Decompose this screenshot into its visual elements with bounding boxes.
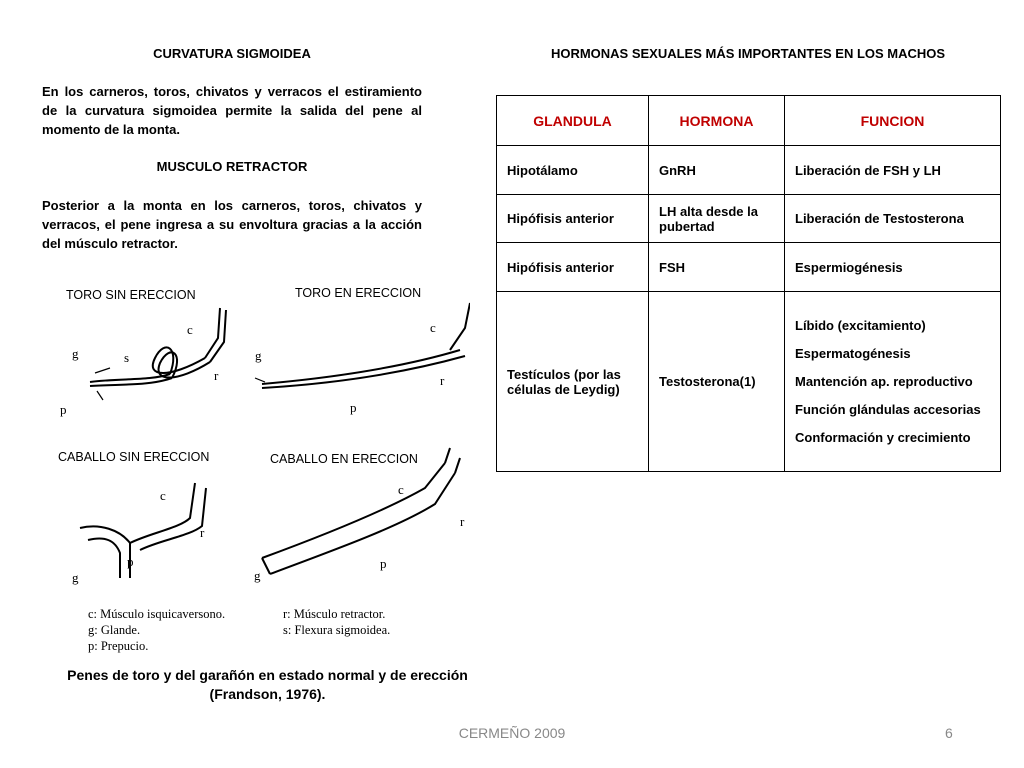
cell-gland: Hipófisis anterior — [497, 243, 649, 292]
label-s: s — [124, 350, 130, 365]
label-g: g — [72, 570, 79, 585]
label-p: p — [350, 400, 357, 415]
legend-left — [88, 606, 225, 654]
panel-title-toro-en-ereccion: TORO EN ERECCION — [295, 286, 422, 300]
penis-anatomy-figure — [40, 278, 470, 653]
header-funcion: FUNCION — [785, 96, 1001, 146]
label-c: c — [398, 482, 404, 497]
caption-line: Penes de toro y del garañón en estado normal y de erección — [67, 667, 468, 683]
cell-function: Liberación de Testosterona — [785, 195, 1001, 243]
header-hormona: HORMONA — [649, 96, 785, 146]
label-p: p — [60, 402, 67, 417]
label-c: c — [430, 320, 436, 335]
footer-author: CERMEÑO 2009 — [458, 725, 566, 741]
page-number: 6 — [945, 725, 953, 741]
section-text-curvatura: En los carneros, toros, chivatos y verracos el estiramiento de la curvatura sigmoidea permite la salida del pene al momento de la monta. — [42, 84, 422, 137]
panel-title-caballo-sin-ereccion: CABALLO SIN ERECCION — [58, 450, 210, 464]
table-row — [497, 195, 1001, 243]
label-r: r — [440, 373, 445, 388]
label-p: p — [380, 556, 387, 571]
cell-gland: Hipófisis anterior — [497, 195, 649, 243]
table-row — [497, 146, 1001, 195]
cell-hormone: FSH — [649, 243, 785, 292]
legend-item: s: Flexura sigmoidea. — [283, 623, 391, 637]
table-header-row — [497, 96, 1001, 146]
label-r: r — [200, 525, 205, 540]
table-title: HORMONAS SEXUALES MÁS IMPORTANTES EN LOS MACHOS — [550, 46, 946, 61]
caption-line: (Frandson, 1976). — [209, 686, 326, 702]
caballo-erect-penis — [262, 463, 445, 558]
cell-hormone: GnRH — [649, 146, 785, 195]
cell-hormone: Testosterona(1) — [649, 292, 785, 472]
section-text-musculo: Posterior a la monta en los carneros, toros, chivatos y verracos, el pene ingresa a su envoltura gracias a la acción del músculo retractor. — [42, 198, 422, 251]
legend-item: p: Prepucio. — [88, 639, 149, 653]
label-r: r — [214, 368, 219, 383]
figure-caption — [60, 666, 475, 704]
hormone-table — [496, 95, 1001, 472]
label-p: p — [127, 554, 134, 569]
cell-function: Liberación de FSH y LH — [785, 146, 1001, 195]
function-item: Conformación y crecimiento — [795, 429, 971, 445]
section-title-musculo: MUSCULO RETRACTOR — [156, 159, 308, 174]
table-row — [497, 243, 1001, 292]
label-g: g — [72, 346, 79, 361]
cell-function: Espermiogénesis — [785, 243, 1001, 292]
toro-erect-penis — [262, 350, 460, 384]
label-g: g — [255, 348, 262, 363]
cell-gland: Testículos (por las células de Leydig) — [497, 292, 649, 472]
header-glandula: GLANDULA — [497, 96, 649, 146]
legend-item: g: Glande. — [88, 623, 141, 637]
panel-title-caballo-en-ereccion: CABALLO EN ERECCION — [270, 452, 418, 466]
function-item: Mantención ap. reproductivo — [795, 373, 973, 389]
function-item: Función glándulas accesorias — [795, 401, 981, 417]
function-item: Líbido (excitamiento) — [795, 317, 926, 333]
anatomy-drawings — [40, 278, 470, 608]
legend-item: c: Músculo isquicaversono. — [88, 607, 226, 621]
panel-title-toro-sin-ereccion: TORO SIN ERECCION — [66, 288, 196, 302]
label-g: g — [254, 568, 261, 583]
legend-item: r: Músculo retractor. — [283, 607, 386, 621]
table-row — [497, 292, 1001, 472]
function-item: Espermatogénesis — [795, 345, 911, 361]
label-c: c — [160, 488, 166, 503]
label-r: r — [460, 514, 465, 529]
cell-gland: Hipotálamo — [497, 146, 649, 195]
cell-hormone: LH alta desde la pubertad — [649, 195, 785, 243]
cell-function-list — [785, 292, 1001, 472]
legend-right — [283, 606, 390, 638]
caballo-relaxed-penis — [80, 526, 130, 578]
section-title-curvatura: CURVATURA SIGMOIDEA — [153, 46, 311, 61]
label-c: c — [187, 322, 193, 337]
